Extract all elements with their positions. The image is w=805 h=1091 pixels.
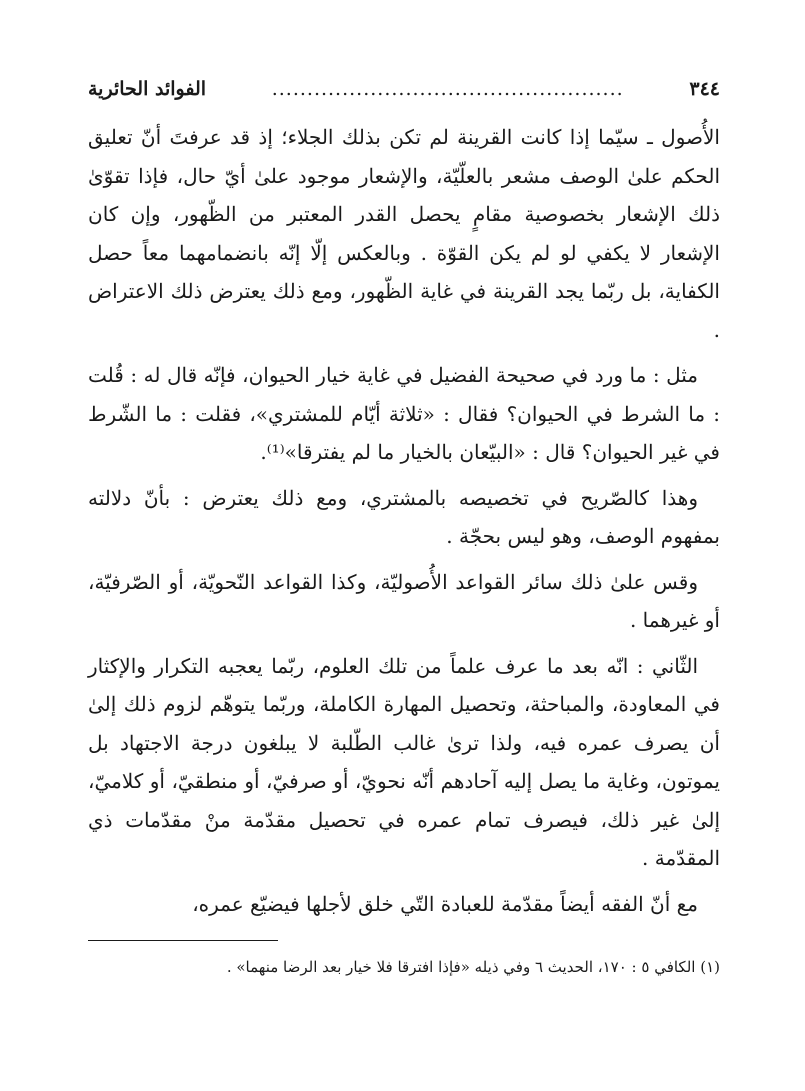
paragraph: الثّاني : انّه بعد ما عرف علماً من تلك العلوم، ربّما يعجبه التكرار والإكثار في المعاودة، والمباحثة، وتحصيل المهارة الكاملة، وربّما يتوهّم لزوم ذلك إلىٰ أن يصرف عمره فيه، ولذا ترىٰ غالب الطّلبة لا يبلغون درجة الاجتهاد بل يموتون، وغاية ما يصل إليه آحادهم أنّه نحويّ، أو صرفيّ، أو منطقيّ، أو كلاميّ، إلىٰ غير ذلك، فيصرف تمام عمره في تحصيل مقدّمة منْ مقدّمات ذي المقدّمة . — [88, 653, 720, 870]
paragraph: مع أنّ الفقه أيضاً مقدّمة للعبادة التّي خلق لأجلها فيضيّع عمره، — [192, 891, 698, 916]
main-text — [88, 118, 720, 923]
paragraph: وهذا كالصّريح في تخصيصه بالمشتري، ومع ذلك يعترض : بأنّ دلالته بمفهوم الوصف، وهو ليس بحجّة . — [88, 485, 720, 548]
header-leader-dots: .................................................. — [271, 78, 624, 100]
paragraph: وقس علىٰ ذلك سائر القواعد الأُصوليّة، وكذا القواعد النّحويّة، أو الصّرفيّة، أو غيرهما . — [88, 569, 720, 632]
page-number: ٣٤٤ — [689, 78, 720, 100]
footnote: (١) الكافي ٥ : ١٧٠، الحديث ٦ وفي ذيله «فإذا افترقا فلا خيار بعد الرضا منهما» . — [226, 958, 720, 976]
footnote-divider — [88, 940, 278, 941]
running-header — [88, 78, 720, 118]
book-page — [88, 78, 720, 976]
paragraph: الأُصول ـ سيّما إذا كانت القرينة لم تكن بذلك الجلاء؛ إذ قد عرفتَ أنّ تعليق الحكم علىٰ الوصف مشعر بالعلّيّة، والإشعار موجود علىٰ أيّ حال، فإذا تقوّىٰ ذلك الإشعار بخصوصية مقامٍ يحصل القدر المعتبر من الظّهور، وإن كان الإشعار لا يكفي لو لم يكن القوّة . وبالعكس إلّا إنّه بانضمامهما معاً حصل الكفاية، بل ربّما يجد القرينة في غاية الظّهور، ومع ذلك يعترض ذلك الاعتراض . — [88, 125, 720, 342]
book-title: الفوائد الحائرية — [88, 78, 207, 100]
paragraph: مثل : ما ورد في صحيحة الفضيل في غاية خيار الحيوان، فإنّه قال له : قُلت : ما الشرط في الحيوان؟ فقال : «ثلاثة أيّام للمشتري»، فقلت : ما الشّرط في غير الحيوان؟ قال : «البيّعان بالخيار ما لم يفترقا»⁽¹⁾. — [88, 363, 720, 464]
